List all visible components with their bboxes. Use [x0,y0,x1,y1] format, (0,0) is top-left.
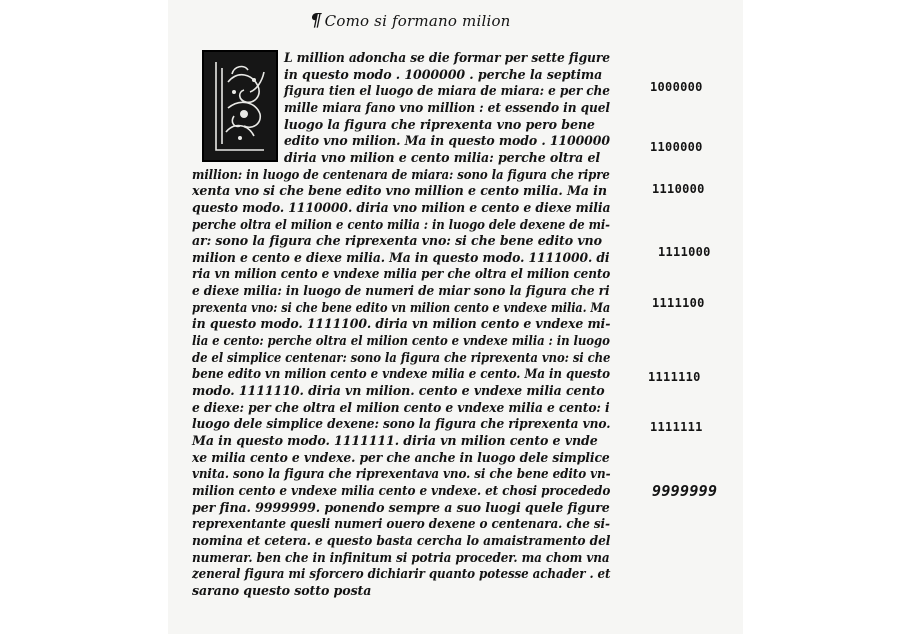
margin-number: 9999999 [652,482,718,500]
title-text: Como si formano milion [324,12,511,30]
text-line: ria vn milion cento e vndexe milia per che oltra el milion cento [192,266,611,282]
pilcrow-mark: ¶ [310,10,322,31]
text-line: edito vno milion. Ma in questo modo . 1100000 [284,133,610,149]
text-line: perche oltra el milion e cento milia : in luogo dele dexene de mi- [192,216,610,232]
text-line: xenta vno si che bene edito vno million e cento milia. Ma in [192,183,607,199]
text-line: mille miara fano vno million : et essendo in quel [284,99,610,115]
margin-number: 1000000 [650,80,703,94]
text-line: figura tien el luogo de miara de miara: e per che [284,83,610,99]
margin-number: 1110000 [652,182,705,196]
text-line: in questo modo . 1000000 . perche la septima [284,66,603,82]
text-line: diria vno milion e cento milia: perche oltra el [284,149,601,165]
text-line: lia e cento: perche oltra el milion cento e vndexe milia : in luogo [192,333,610,349]
text-line: luogo dele simplice dexene: sono la figura che riprexenta vno. [192,416,611,432]
margin-number: 1100000 [650,140,703,154]
page-title [310,10,511,31]
text-line: nomina et cetera. e questo basta cercha lo amaistramento del [192,532,611,548]
woodcut-initial-illustration [204,52,276,160]
text-line: reprexentante quesli numeri ouero dexene o centenara. che si- [192,516,610,532]
margin-number: 1111110 [648,370,701,384]
text-line: xe milia cento e vndexe. per che anche in luogo dele simplice [192,449,610,465]
margin-number: 1111000 [658,245,711,259]
text-line: de el simplice centenar: sono la figura che riprexenta vno: si che [192,349,611,365]
text-line: e diexe milia: in luogo de numeri de miar sono la figura che ri [192,283,610,299]
text-line: numerar. ben che in infinitum si potria proceder. ma chom vna [192,549,610,565]
text-line: milion e cento e diexe milia. Ma in questo modo. 1111000. di [192,249,610,265]
text-line: million: in luogo de centenara de miara: sono la figura che ripre [192,166,610,182]
text-line: Ma in questo modo. 1111111. diria vn milion cento e vnde [192,432,598,448]
text-line: modo. 1111110. diria vn milion. cento e vndexe milia cento [192,383,605,398]
text-line: zeneral figura mi sforcero dichiarir quanto potesse achader . et [192,566,611,582]
text-line: vnita. sono la figura che riprexentava vno. si che bene edito vn- [192,466,611,482]
margin-number: 1111100 [652,296,705,310]
text-line: ar: sono la figura che riprexenta vno: si che bene edito vno [192,233,602,249]
text-line: sarano questo sotto posta [192,582,372,598]
text-line: luogo la figura che riprexenta vno pero bene [284,116,595,132]
text-line: bene edito vn milion cento e vndexe milia e cento. Ma in questo [192,366,610,382]
decorated-initial-icon [202,50,278,162]
text-line: milion cento e vndexe milia cento e vndexe. et chosi procededo [192,482,611,498]
text-line: per fina. 9999999. ponendo sempre a suo luogi quele figure [192,499,610,515]
text-line: questo modo. 1110000. diria vno milion e cento e diexe milia [192,199,611,215]
text-line: prexenta vno: si che bene edito vn milion cento e vndexe milia. Ma [192,299,611,315]
text-line: in questo modo. 1111100. diria vn milion cento e vndexe mi- [192,316,611,332]
margin-number: 1111111 [650,420,703,434]
text-line: e diexe: per che oltra el milion cento e vndexe milia e cento: i [192,399,610,415]
text-line: L million adoncha se die formar per sette figure [284,50,610,65]
